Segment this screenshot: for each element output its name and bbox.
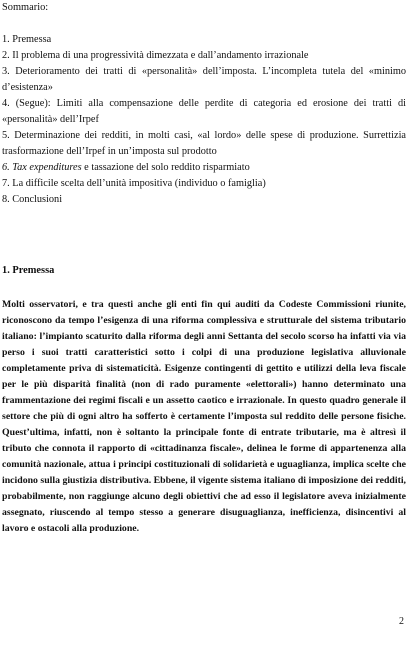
summary-list xyxy=(2,32,406,208)
summary-item-6 xyxy=(2,160,406,176)
summary-item-2: 2. Il problema di una progressività dimezzata e dall’andamento irrazionale xyxy=(2,50,309,61)
summary-item-3: 3. Deterioramento dei tratti di «personalità» dell’imposta. L’incompleta tutela del «minimo d’esistenza» xyxy=(2,66,406,93)
summary-item-4: 4. (Segue): Limiti alla compensazione delle perdite di categoria ed erosione dei tratti di «personalità» dell’Irpef xyxy=(2,98,406,125)
summary-item-6-italic: 6. Tax expenditures xyxy=(2,162,82,173)
summary-item-5: 5. Determinazione dei redditi, in molti casi, «al lordo» delle spese di produzione. Surrettizia trasformazione dell’Irpef in un’imposta sul prodotto xyxy=(2,130,406,157)
section-heading: 1. Premessa xyxy=(2,265,55,276)
summary-item-6-rest: e tassazione del solo reddito risparmiato xyxy=(81,162,250,173)
summary-item-7: 7. La difficile scelta dell’unità impositiva (individuo o famiglia) xyxy=(2,178,266,189)
summary-title: Sommario: xyxy=(2,2,49,13)
summary-item-1: 1. Premessa xyxy=(2,34,52,45)
page-number: 2 xyxy=(399,616,404,627)
section-paragraph: Molti osservatori, e tra questi anche gli enti fin qui auditi da Codeste Commissioni riunite, riconoscono da tempo l’esigenza di una riforma complessiva e strutturale del sistema tributario italiano: l’impianto scaturito dalla riforma degli anni Settanta del secolo scorso ha infatti via via perso i suoi tratti caratteristici sotto i colpi di una produzione legislativa alluvionale completamente priva di sistematicità. Esigenze contingenti di gettito e utilizzi della leva fiscale per le più disparità finalità (non di rado puramente «elettorali») hanno determinato una frammentazione dei regimi fiscali e un assetto caotico e irrazionale. In questo quadro generale il settore che più di ogni altro ha sofferto è certamente l’imposta sul reddito delle persone fisiche. Quest’ultima, infatti, non è soltanto la principale fonte di entrate tributarie, ma è altresì il tributo che connota il rapporto di «cittadinanza fiscale», delinea le forme di appartenenza alla comunità nazionale, attua i principi costituzionali di solidarietà e uguaglianza, implica scelte che incidono sulla giustizia distributiva. Ebbene, il vigente sistema italiano di imposizione dei redditi, probabilmente, non raggiunge alcuno degli obiettivi che ad esso il legislatore aveva inizialmente assegnato, riuscendo al tempo stesso a generare disuguaglianza, inefficienza, disincentivi al lavoro e ostacoli alla produzione. xyxy=(2,299,406,534)
summary-item-8: 8. Conclusioni xyxy=(2,194,63,205)
